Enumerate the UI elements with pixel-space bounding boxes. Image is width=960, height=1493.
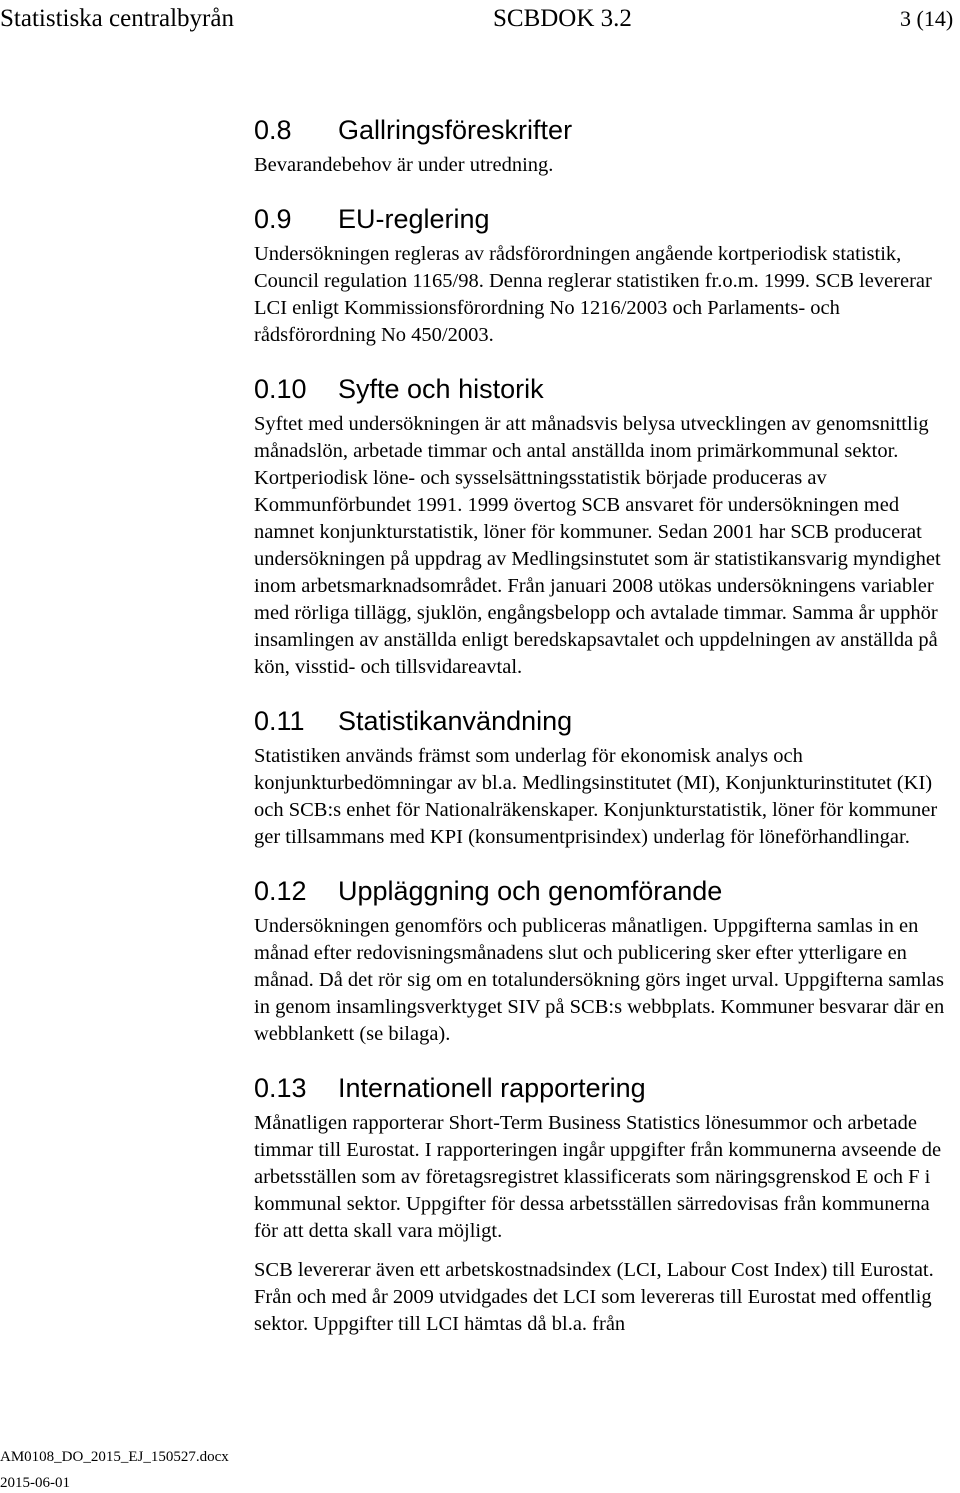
section-number: 0.8: [254, 115, 292, 145]
section-heading: [254, 873, 954, 909]
section-heading: [254, 112, 954, 148]
section-syfte-och-historik: [254, 371, 954, 681]
document-id: SCBDOK 3.2: [493, 5, 632, 32]
page-number: 3 (14): [900, 6, 954, 31]
section-paragraph: Syftet med undersökningen är att månadsvis belysa utvecklingen av genomsnittlig månadslön, arbetade timmar och antal anställda inom primärkommunal sektor. Kortperiodisk löne- och sysselsättningsstatistik började produceras av Kommunförbundet 1991. 1999 övertog SCB ansvaret för undersökningen med namnet konjunkturstatistik, löner för kommuner. Sedan 2001 har SCB producerat undersökningen på uppdrag av Medlingsinstutet som är statistikansvarig myndighet inom arbetsmarknadsområdet. Från januari 2008 utökas undersökningens variabler med rörliga tillägg, sjuklön, engångsbelopp och avtalade timmar. Samma år upphör insamlingen av anställda enligt beredskapsavtalet och uppdelningen av anställda på kön, visstid- och tillsvidareavtal.: [254, 413, 941, 678]
section-title: Gallringsföreskrifter: [338, 115, 573, 145]
section-internationell-rapportering: [254, 1070, 954, 1338]
section-heading: [254, 201, 954, 237]
section-number: 0.11: [254, 706, 305, 736]
footer-filename: AM0108_DO_2015_EJ_150527.docx: [0, 1449, 229, 1465]
section-heading: [254, 371, 954, 407]
organization-name: Statistiska centralbyrån: [0, 5, 234, 32]
section-title: Statistikanvändning: [338, 706, 573, 736]
section-paragraph: Månatligen rapporterar Short-Term Business Statistics lönesummor och arbetade timmar till Eurostat. I rapporteringen ingår uppgifter från kommunerna avseende de arbetsställen som av företagsregistret klassificerats som näringsgrenskod E och F i kommunal sektor. Uppgifter för dessa arbetsställen särredovisas från kommunerna för att detta skall vara möjligt.: [254, 1112, 942, 1242]
section-number: 0.9: [254, 204, 292, 234]
section-eu-reglering: [254, 201, 954, 349]
section-upplaggning-och-genomforande: [254, 873, 954, 1048]
section-paragraph: Undersökningen genomförs och publiceras månatligen. Uppgifterna samlas in en månad efter redovisningsmånadens slut och publicering sker efter ytterligare en månad. Då det rör sig om en totalundersökning görs inget urval. Uppgifterna samlas in genom insamlingsverktyget SIV på SCB:s webbplats. Kommuner besvarar där en webblankett (se bilaga).: [254, 915, 945, 1045]
section-gallringsforeskrifter: [254, 112, 954, 179]
section-title: Syfte och historik: [338, 374, 544, 404]
section-paragraph: SCB levererar även ett arbetskostnadsindex (LCI, Labour Cost Index) till Eurostat. Från och med år 2009 utvidgades det LCI som levereras till Eurostat med offentlig sektor. Uppgifter till LCI hämtas då bl.a. från: [254, 1259, 934, 1335]
section-number: 0.13: [254, 1073, 307, 1103]
section-paragraph: Statistiken används främst som underlag för ekonomisk analys och konjunkturbedömningar av bl.a. Medlingsinstitutet (MI), Konjunkturinstitutet (KI) och SCB:s enhet för Nationalräkenskaper. Konjunkturstatistik, löner för kommuner ger tillsammans med KPI (konsumentprisindex) underlag för löneförhandlingar.: [254, 745, 938, 848]
section-paragraph: Bevarandebehov är under utredning.: [254, 154, 554, 176]
section-paragraph: Undersökningen regleras av rådsförordningen angående kortperiodisk statistik, Council regulation 1165/98. Denna reglerar statistiken fr.o.m. 1999. SCB levererar LCI enligt Kommissionsförordning No 1216/2003 och Parlaments- och rådsförordning No 450/2003.: [254, 243, 932, 346]
section-number: 0.12: [254, 876, 307, 906]
section-title: Uppläggning och genomförande: [338, 876, 723, 906]
section-statistikanvandning: [254, 703, 954, 851]
document-body: [254, 112, 954, 1360]
section-number: 0.10: [254, 374, 307, 404]
section-title: EU-reglering: [338, 204, 490, 234]
footer-date: 2015-06-01: [0, 1475, 70, 1491]
section-heading: [254, 703, 954, 739]
section-heading: [254, 1070, 954, 1106]
page-header: [0, 0, 960, 40]
section-title: Internationell rapportering: [338, 1073, 646, 1103]
